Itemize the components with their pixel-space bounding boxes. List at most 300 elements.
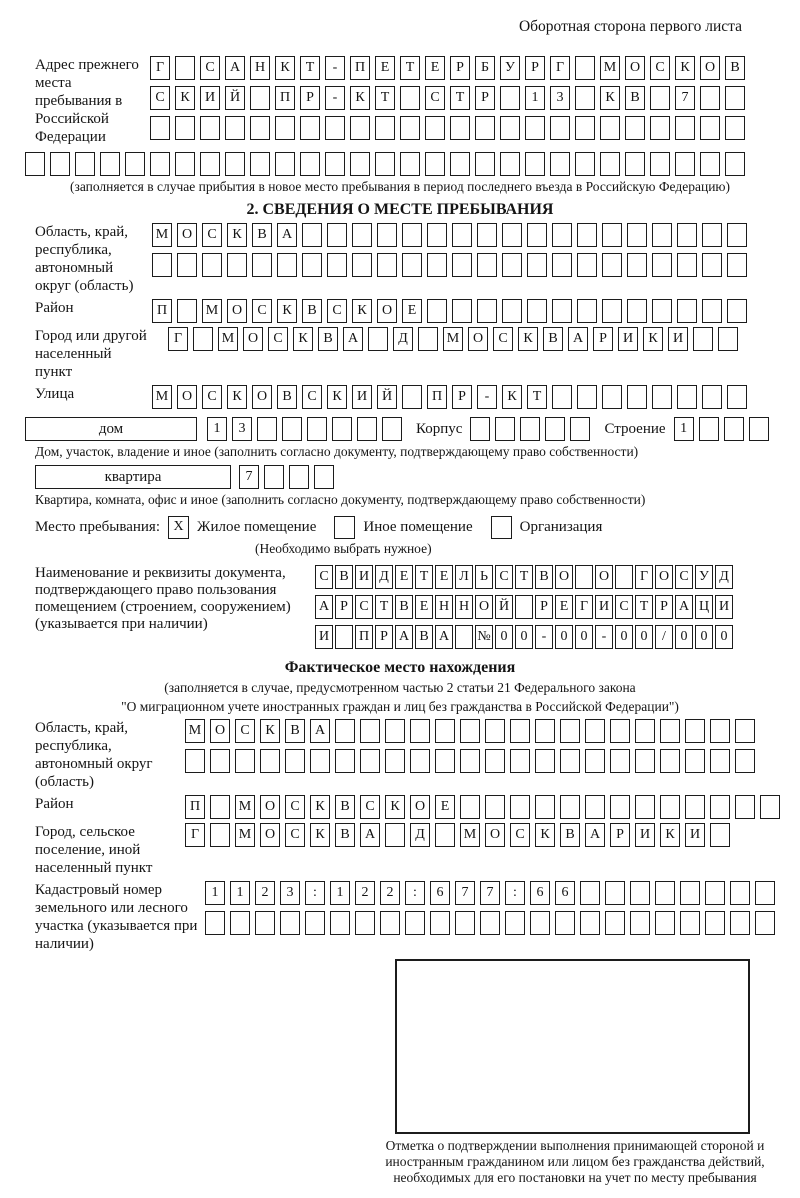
- char-cell[interactable]: [610, 795, 630, 819]
- char-cell[interactable]: [485, 795, 505, 819]
- char-cell[interactable]: [50, 152, 70, 176]
- char-cell[interactable]: [749, 417, 769, 441]
- char-cell[interactable]: С: [202, 223, 222, 247]
- char-cell[interactable]: Г: [185, 823, 205, 847]
- char-cell[interactable]: [310, 749, 330, 773]
- char-cell[interactable]: [677, 223, 697, 247]
- char-cell[interactable]: [755, 911, 775, 935]
- char-cell[interactable]: [660, 719, 680, 743]
- char-cell[interactable]: [627, 223, 647, 247]
- char-cell[interactable]: [477, 223, 497, 247]
- char-cell[interactable]: [402, 223, 422, 247]
- char-cell[interactable]: [360, 749, 380, 773]
- char-cell[interactable]: [702, 299, 722, 323]
- char-cell[interactable]: [625, 152, 645, 176]
- char-cell[interactable]: [282, 417, 302, 441]
- char-cell[interactable]: К: [327, 385, 347, 409]
- char-cell[interactable]: П: [275, 86, 295, 110]
- char-cell[interactable]: Т: [300, 56, 320, 80]
- char-cell[interactable]: [677, 299, 697, 323]
- char-cell[interactable]: [175, 116, 195, 140]
- char-cell[interactable]: [677, 385, 697, 409]
- char-cell[interactable]: О: [655, 565, 673, 589]
- char-cell[interactable]: А: [225, 56, 245, 80]
- char-cell[interactable]: [630, 881, 650, 905]
- char-cell[interactable]: [505, 911, 525, 935]
- char-cell[interactable]: С: [285, 795, 305, 819]
- char-cell[interactable]: П: [152, 299, 172, 323]
- char-cell[interactable]: 2: [380, 881, 400, 905]
- char-cell[interactable]: 0: [695, 625, 713, 649]
- char-cell[interactable]: К: [660, 823, 680, 847]
- char-cell[interactable]: 6: [555, 881, 575, 905]
- char-cell[interactable]: [460, 749, 480, 773]
- char-cell[interactable]: [275, 152, 295, 176]
- char-cell[interactable]: К: [175, 86, 195, 110]
- char-cell[interactable]: Г: [168, 327, 188, 351]
- char-cell[interactable]: С: [285, 823, 305, 847]
- char-cell[interactable]: [225, 116, 245, 140]
- char-cell[interactable]: 0: [555, 625, 573, 649]
- char-cell[interactable]: [485, 749, 505, 773]
- char-cell[interactable]: 1: [525, 86, 545, 110]
- char-cell[interactable]: [250, 86, 270, 110]
- char-cell[interactable]: И: [668, 327, 688, 351]
- char-cell[interactable]: К: [600, 86, 620, 110]
- char-cell[interactable]: И: [635, 823, 655, 847]
- char-cell[interactable]: [277, 253, 297, 277]
- char-cell[interactable]: Т: [375, 595, 393, 619]
- char-cell[interactable]: [500, 86, 520, 110]
- char-cell[interactable]: [760, 795, 780, 819]
- char-cell[interactable]: С: [327, 299, 347, 323]
- char-cell[interactable]: [710, 719, 730, 743]
- char-cell[interactable]: [730, 911, 750, 935]
- char-cell[interactable]: [435, 719, 455, 743]
- char-cell[interactable]: [650, 86, 670, 110]
- char-cell[interactable]: 3: [280, 881, 300, 905]
- char-cell[interactable]: [525, 116, 545, 140]
- char-cell[interactable]: И: [355, 565, 373, 589]
- char-cell[interactable]: [350, 152, 370, 176]
- char-cell[interactable]: [527, 223, 547, 247]
- char-cell[interactable]: [710, 795, 730, 819]
- char-cell[interactable]: [580, 911, 600, 935]
- char-cell[interactable]: [435, 823, 455, 847]
- char-cell[interactable]: [602, 253, 622, 277]
- char-cell[interactable]: С: [150, 86, 170, 110]
- char-cell[interactable]: Е: [375, 56, 395, 80]
- char-cell[interactable]: [455, 625, 473, 649]
- char-cell[interactable]: С: [495, 565, 513, 589]
- char-cell[interactable]: [400, 152, 420, 176]
- char-cell[interactable]: [627, 299, 647, 323]
- char-cell[interactable]: [510, 749, 530, 773]
- char-cell[interactable]: К: [260, 719, 280, 743]
- char-cell[interactable]: К: [275, 56, 295, 80]
- char-cell[interactable]: [355, 911, 375, 935]
- char-cell[interactable]: [380, 911, 400, 935]
- char-cell[interactable]: А: [310, 719, 330, 743]
- char-cell[interactable]: :: [305, 881, 325, 905]
- char-cell[interactable]: -: [595, 625, 613, 649]
- char-cell[interactable]: 6: [530, 881, 550, 905]
- char-cell[interactable]: В: [277, 385, 297, 409]
- char-cell[interactable]: [699, 417, 719, 441]
- char-cell[interactable]: [495, 417, 515, 441]
- char-cell[interactable]: -: [325, 56, 345, 80]
- char-cell[interactable]: К: [675, 56, 695, 80]
- char-cell[interactable]: О: [252, 385, 272, 409]
- char-cell[interactable]: В: [395, 595, 413, 619]
- char-cell[interactable]: [610, 749, 630, 773]
- char-cell[interactable]: Н: [435, 595, 453, 619]
- char-cell[interactable]: [427, 299, 447, 323]
- char-cell[interactable]: И: [618, 327, 638, 351]
- char-cell[interactable]: [435, 749, 455, 773]
- char-cell[interactable]: [430, 911, 450, 935]
- char-cell[interactable]: [727, 299, 747, 323]
- char-cell[interactable]: [477, 253, 497, 277]
- char-cell[interactable]: О: [377, 299, 397, 323]
- char-cell[interactable]: Р: [452, 385, 472, 409]
- char-cell[interactable]: [575, 56, 595, 80]
- char-cell[interactable]: [460, 719, 480, 743]
- char-cell[interactable]: [257, 417, 277, 441]
- char-cell[interactable]: 6: [430, 881, 450, 905]
- char-cell[interactable]: Г: [635, 565, 653, 589]
- char-cell[interactable]: [502, 299, 522, 323]
- char-cell[interactable]: [605, 911, 625, 935]
- char-cell[interactable]: [335, 749, 355, 773]
- char-cell[interactable]: В: [625, 86, 645, 110]
- char-cell[interactable]: Р: [475, 86, 495, 110]
- char-cell[interactable]: [485, 719, 505, 743]
- char-cell[interactable]: И: [352, 385, 372, 409]
- char-cell[interactable]: [652, 299, 672, 323]
- char-cell[interactable]: [700, 86, 720, 110]
- char-cell[interactable]: [175, 56, 195, 80]
- char-cell[interactable]: О: [700, 56, 720, 80]
- checkbox-organization[interactable]: [491, 516, 512, 539]
- char-cell[interactable]: [193, 327, 213, 351]
- char-cell[interactable]: 2: [255, 881, 275, 905]
- char-cell[interactable]: С: [302, 385, 322, 409]
- char-cell[interactable]: К: [227, 385, 247, 409]
- char-cell[interactable]: [410, 749, 430, 773]
- char-cell[interactable]: [677, 253, 697, 277]
- char-cell[interactable]: В: [285, 719, 305, 743]
- char-cell[interactable]: [660, 749, 680, 773]
- char-cell[interactable]: [335, 719, 355, 743]
- char-cell[interactable]: [605, 881, 625, 905]
- char-cell[interactable]: Е: [435, 795, 455, 819]
- char-cell[interactable]: [560, 719, 580, 743]
- char-cell[interactable]: [480, 911, 500, 935]
- char-cell[interactable]: П: [427, 385, 447, 409]
- char-cell[interactable]: [400, 116, 420, 140]
- char-cell[interactable]: [210, 749, 230, 773]
- char-cell[interactable]: [450, 116, 470, 140]
- char-cell[interactable]: О: [468, 327, 488, 351]
- char-cell[interactable]: Д: [393, 327, 413, 351]
- char-cell[interactable]: [385, 719, 405, 743]
- char-cell[interactable]: К: [502, 385, 522, 409]
- char-cell[interactable]: Е: [395, 565, 413, 589]
- char-cell[interactable]: [602, 223, 622, 247]
- char-cell[interactable]: В: [335, 565, 353, 589]
- char-cell[interactable]: О: [227, 299, 247, 323]
- char-cell[interactable]: Р: [535, 595, 553, 619]
- char-cell[interactable]: Р: [375, 625, 393, 649]
- char-cell[interactable]: Й: [225, 86, 245, 110]
- char-cell[interactable]: [177, 253, 197, 277]
- char-cell[interactable]: О: [410, 795, 430, 819]
- char-cell[interactable]: [575, 86, 595, 110]
- char-cell[interactable]: П: [185, 795, 205, 819]
- char-cell[interactable]: [227, 253, 247, 277]
- char-cell[interactable]: С: [425, 86, 445, 110]
- char-cell[interactable]: Н: [455, 595, 473, 619]
- char-cell[interactable]: К: [310, 795, 330, 819]
- char-cell[interactable]: М: [600, 56, 620, 80]
- char-cell[interactable]: О: [260, 795, 280, 819]
- char-cell[interactable]: К: [385, 795, 405, 819]
- char-cell[interactable]: [735, 749, 755, 773]
- char-cell[interactable]: [575, 116, 595, 140]
- char-cell[interactable]: Е: [425, 56, 445, 80]
- char-cell[interactable]: [327, 223, 347, 247]
- char-cell[interactable]: [718, 327, 738, 351]
- char-cell[interactable]: [560, 749, 580, 773]
- char-cell[interactable]: А: [277, 223, 297, 247]
- char-cell[interactable]: [724, 417, 744, 441]
- char-cell[interactable]: [655, 881, 675, 905]
- char-cell[interactable]: [385, 749, 405, 773]
- char-cell[interactable]: И: [315, 625, 333, 649]
- char-cell[interactable]: [535, 749, 555, 773]
- char-cell[interactable]: [350, 116, 370, 140]
- checkbox-residential[interactable]: X: [168, 516, 189, 539]
- char-cell[interactable]: [685, 719, 705, 743]
- char-cell[interactable]: К: [227, 223, 247, 247]
- char-cell[interactable]: Р: [525, 56, 545, 80]
- char-cell[interactable]: О: [243, 327, 263, 351]
- char-cell[interactable]: С: [615, 595, 633, 619]
- char-cell[interactable]: Ц: [695, 595, 713, 619]
- char-cell[interactable]: [275, 116, 295, 140]
- char-cell[interactable]: 0: [615, 625, 633, 649]
- char-cell[interactable]: С: [252, 299, 272, 323]
- char-cell[interactable]: [530, 911, 550, 935]
- char-cell[interactable]: [200, 152, 220, 176]
- char-cell[interactable]: К: [277, 299, 297, 323]
- char-cell[interactable]: 7: [480, 881, 500, 905]
- char-cell[interactable]: С: [360, 795, 380, 819]
- char-cell[interactable]: Д: [410, 823, 430, 847]
- char-cell[interactable]: 1: [330, 881, 350, 905]
- char-cell[interactable]: [252, 253, 272, 277]
- char-cell[interactable]: И: [200, 86, 220, 110]
- char-cell[interactable]: [425, 152, 445, 176]
- char-cell[interactable]: В: [318, 327, 338, 351]
- char-cell[interactable]: Т: [450, 86, 470, 110]
- char-cell[interactable]: Е: [415, 595, 433, 619]
- char-cell[interactable]: [250, 116, 270, 140]
- char-cell[interactable]: И: [715, 595, 733, 619]
- char-cell[interactable]: [735, 795, 755, 819]
- char-cell[interactable]: С: [650, 56, 670, 80]
- char-cell[interactable]: [585, 795, 605, 819]
- char-cell[interactable]: Т: [400, 56, 420, 80]
- char-cell[interactable]: Ь: [475, 565, 493, 589]
- char-cell[interactable]: [510, 795, 530, 819]
- char-cell[interactable]: С: [268, 327, 288, 351]
- char-cell[interactable]: [452, 253, 472, 277]
- char-cell[interactable]: [577, 299, 597, 323]
- char-cell[interactable]: [660, 795, 680, 819]
- char-cell[interactable]: [580, 881, 600, 905]
- char-cell[interactable]: Е: [555, 595, 573, 619]
- char-cell[interactable]: М: [235, 795, 255, 819]
- char-cell[interactable]: С: [493, 327, 513, 351]
- char-cell[interactable]: [685, 749, 705, 773]
- char-cell[interactable]: Р: [300, 86, 320, 110]
- char-cell[interactable]: [577, 253, 597, 277]
- char-cell[interactable]: [352, 253, 372, 277]
- char-cell[interactable]: [185, 749, 205, 773]
- char-cell[interactable]: [302, 253, 322, 277]
- char-cell[interactable]: 0: [635, 625, 653, 649]
- char-cell[interactable]: [700, 152, 720, 176]
- char-cell[interactable]: [627, 385, 647, 409]
- char-cell[interactable]: [727, 253, 747, 277]
- char-cell[interactable]: [552, 253, 572, 277]
- char-cell[interactable]: [727, 223, 747, 247]
- char-cell[interactable]: [527, 253, 547, 277]
- char-cell[interactable]: [652, 385, 672, 409]
- char-cell[interactable]: [260, 749, 280, 773]
- char-cell[interactable]: К: [293, 327, 313, 351]
- char-cell[interactable]: [502, 253, 522, 277]
- char-cell[interactable]: [500, 116, 520, 140]
- char-cell[interactable]: [285, 749, 305, 773]
- char-cell[interactable]: [535, 795, 555, 819]
- char-cell[interactable]: 7: [675, 86, 695, 110]
- char-cell[interactable]: А: [435, 625, 453, 649]
- char-cell[interactable]: Б: [475, 56, 495, 80]
- char-cell[interactable]: С: [510, 823, 530, 847]
- char-cell[interactable]: [302, 223, 322, 247]
- char-cell[interactable]: [200, 116, 220, 140]
- char-cell[interactable]: [360, 719, 380, 743]
- char-cell[interactable]: [352, 223, 372, 247]
- char-cell[interactable]: [375, 152, 395, 176]
- char-cell[interactable]: [602, 385, 622, 409]
- house-type-field[interactable]: дом: [25, 417, 197, 441]
- char-cell[interactable]: О: [625, 56, 645, 80]
- char-cell[interactable]: [205, 911, 225, 935]
- char-cell[interactable]: К: [352, 299, 372, 323]
- char-cell[interactable]: [175, 152, 195, 176]
- char-cell[interactable]: -: [535, 625, 553, 649]
- char-cell[interactable]: С: [235, 719, 255, 743]
- char-cell[interactable]: В: [252, 223, 272, 247]
- char-cell[interactable]: [475, 116, 495, 140]
- char-cell[interactable]: [377, 253, 397, 277]
- char-cell[interactable]: А: [395, 625, 413, 649]
- char-cell[interactable]: В: [335, 795, 355, 819]
- char-cell[interactable]: [535, 719, 555, 743]
- char-cell[interactable]: [725, 116, 745, 140]
- char-cell[interactable]: Д: [375, 565, 393, 589]
- char-cell[interactable]: [702, 385, 722, 409]
- char-cell[interactable]: [357, 417, 377, 441]
- char-cell[interactable]: [577, 385, 597, 409]
- char-cell[interactable]: [100, 152, 120, 176]
- char-cell[interactable]: 1: [205, 881, 225, 905]
- char-cell[interactable]: [552, 299, 572, 323]
- char-cell[interactable]: [325, 152, 345, 176]
- char-cell[interactable]: Т: [527, 385, 547, 409]
- char-cell[interactable]: [577, 223, 597, 247]
- char-cell[interactable]: [560, 795, 580, 819]
- char-cell[interactable]: [460, 795, 480, 819]
- char-cell[interactable]: [455, 911, 475, 935]
- char-cell[interactable]: [289, 465, 309, 489]
- char-cell[interactable]: [755, 881, 775, 905]
- char-cell[interactable]: [510, 719, 530, 743]
- char-cell[interactable]: [585, 749, 605, 773]
- char-cell[interactable]: [402, 253, 422, 277]
- char-cell[interactable]: [418, 327, 438, 351]
- char-cell[interactable]: [650, 152, 670, 176]
- char-cell[interactable]: [325, 116, 345, 140]
- char-cell[interactable]: С: [675, 565, 693, 589]
- char-cell[interactable]: Р: [610, 823, 630, 847]
- char-cell[interactable]: [635, 719, 655, 743]
- char-cell[interactable]: К: [535, 823, 555, 847]
- char-cell[interactable]: [615, 565, 633, 589]
- char-cell[interactable]: О: [210, 719, 230, 743]
- char-cell[interactable]: [550, 116, 570, 140]
- char-cell[interactable]: 0: [515, 625, 533, 649]
- char-cell[interactable]: [255, 911, 275, 935]
- char-cell[interactable]: В: [535, 565, 553, 589]
- char-cell[interactable]: [382, 417, 402, 441]
- char-cell[interactable]: К: [310, 823, 330, 847]
- char-cell[interactable]: [450, 152, 470, 176]
- char-cell[interactable]: [685, 795, 705, 819]
- char-cell[interactable]: 3: [550, 86, 570, 110]
- char-cell[interactable]: [400, 86, 420, 110]
- char-cell[interactable]: 0: [495, 625, 513, 649]
- char-cell[interactable]: [675, 152, 695, 176]
- char-cell[interactable]: [477, 299, 497, 323]
- char-cell[interactable]: Г: [550, 56, 570, 80]
- char-cell[interactable]: О: [260, 823, 280, 847]
- char-cell[interactable]: [452, 299, 472, 323]
- char-cell[interactable]: О: [595, 565, 613, 589]
- char-cell[interactable]: М: [185, 719, 205, 743]
- char-cell[interactable]: [655, 911, 675, 935]
- char-cell[interactable]: [700, 116, 720, 140]
- char-cell[interactable]: [332, 417, 352, 441]
- char-cell[interactable]: [402, 385, 422, 409]
- char-cell[interactable]: [635, 795, 655, 819]
- char-cell[interactable]: [730, 881, 750, 905]
- char-cell[interactable]: [710, 749, 730, 773]
